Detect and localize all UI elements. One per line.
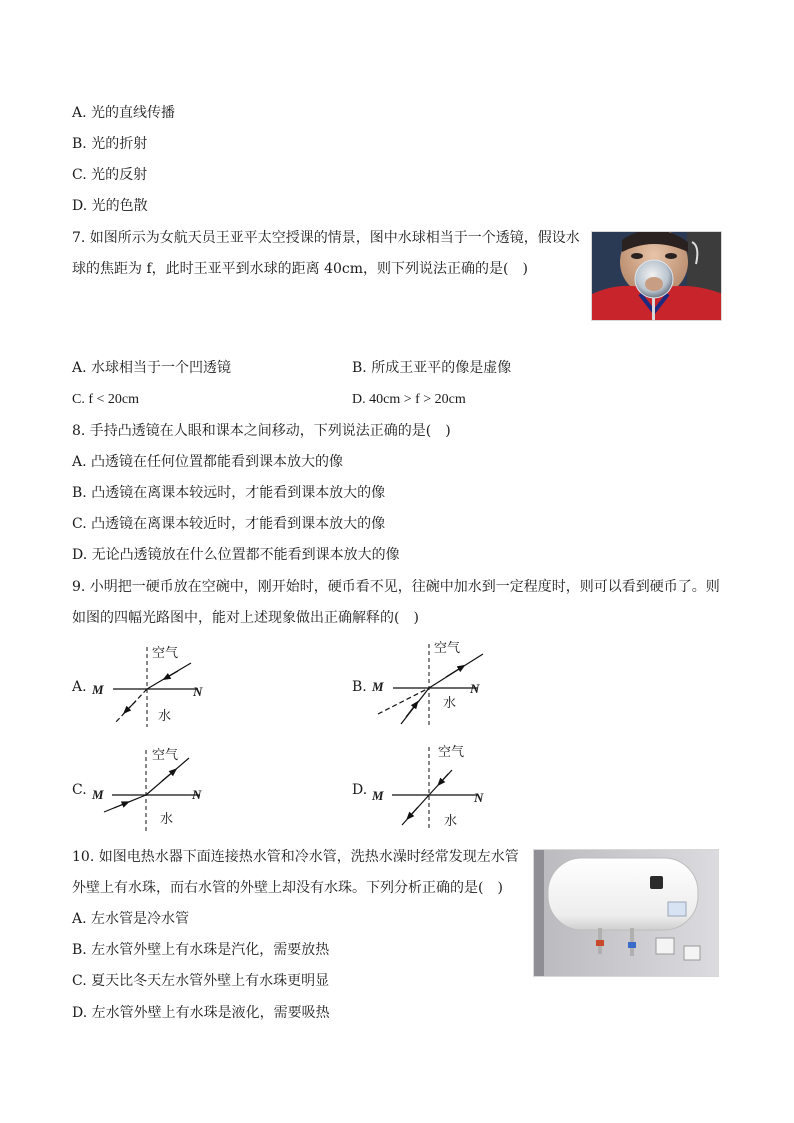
q9-diagram-c-letter: C. [72, 782, 87, 798]
q10-option-a: A. 左水管是冷水管 [72, 911, 190, 927]
q9-diagram-a-air-label: 空气 [152, 646, 179, 661]
q9-diagram-d [368, 743, 518, 838]
q8-option-b: B. 凸透镜在离课本较远时，才能看到课本放大的像 [72, 485, 386, 501]
q9-diagram-d-letter: D. [352, 782, 368, 798]
q9-diagram-d-m-label: M [372, 788, 384, 803]
q9-diagram-b-water-label: 水 [443, 696, 457, 711]
q6-option-b: B. 光的折射 [72, 136, 148, 152]
q9-diagram-b-m-label: M [372, 679, 384, 694]
q9-diagram-c-water-label: 水 [160, 812, 174, 827]
q9-diagram-d-n-label: N [474, 790, 484, 805]
water-heater-photo [533, 849, 719, 977]
q9-diagram-c-n-label: N [192, 787, 202, 802]
q8-option-c: C. 凸透镜在离课本较近时，才能看到课本放大的像 [72, 516, 386, 532]
q9-diagram-c [88, 746, 238, 841]
q7-option-c: C. f < 20cm [72, 392, 139, 407]
q6-option-a: A. 光的直线传播 [72, 105, 176, 121]
q10-option-c: C. 夏天比冬天左水管外壁上有水珠更明显 [72, 973, 330, 989]
q9-diagram-b-air-label: 空气 [434, 641, 461, 656]
q9-diagram-b-n-label: N [470, 681, 480, 696]
q9-stem-line-1: 9. 小明把一硬币放在空碗中，刚开始时，硬币看不见，往碗中加水到一定程度时，则可以看到硬币了。则 [72, 579, 720, 595]
q7-stem-line-2: 球的焦距为 f，此时王亚平到水球的距离 40cm，则下列说法正确的是( ) [72, 261, 528, 277]
q9-diagram-c-m-label: M [92, 787, 104, 802]
q8-option-a: A. 凸透镜在任何位置都能看到课本放大的像 [72, 454, 344, 470]
q10-stem-line-1: 10. 如图电热水器下面连接热水管和冷水管，洗热水澡时经常发现左水管 [72, 849, 519, 865]
q9-diagram-d-water-label: 水 [444, 814, 458, 829]
q6-option-c: C. 光的反射 [72, 167, 148, 183]
q8-stem: 8. 手持凸透镜在人眼和课本之间移动，下列说法正确的是( ) [72, 423, 451, 439]
q10-option-d: D. 左水管外壁上有水珠是液化，需要吸热 [72, 1005, 330, 1021]
astronaut-water-ball-photo [591, 231, 722, 321]
q7-stem-line-1: 7. 如图所示为女航天员王亚平太空授课的情景，图中水球相当于一个透镜，假设水 [72, 230, 580, 246]
q7-option-d: D. 40cm > f > 20cm [352, 392, 466, 407]
q10-option-b: B. 左水管外壁上有水珠是汽化，需要放热 [72, 942, 330, 958]
q9-diagram-b-letter: B. [352, 679, 367, 695]
q9-stem-line-2: 如图的四幅光路图中，能对上述现象做出正确解释的( ) [72, 610, 419, 626]
q6-option-d: D. 光的色散 [72, 198, 148, 214]
q8-option-d: D. 无论凸透镜放在什么位置都不能看到课本放大的像 [72, 547, 400, 563]
q9-diagram-c-air-label: 空气 [152, 748, 179, 763]
q7-option-b: B. 所成王亚平的像是虚像 [352, 360, 512, 376]
q9-diagram-a [88, 643, 238, 738]
q9-diagram-a-water-label: 水 [158, 709, 172, 724]
q9-diagram-a-m-label: M [92, 682, 104, 697]
q9-diagram-a-n-label: N [193, 684, 203, 699]
q9-diagram-b [368, 640, 518, 735]
q7-option-a: A. 水球相当于一个凹透镜 [72, 360, 232, 376]
q9-diagram-a-letter: A. [72, 679, 87, 695]
q10-stem-line-2: 外壁上有水珠，而右水管的外壁上却没有水珠。下列分析正确的是( ) [72, 880, 503, 896]
q9-diagram-d-air-label: 空气 [438, 745, 465, 760]
